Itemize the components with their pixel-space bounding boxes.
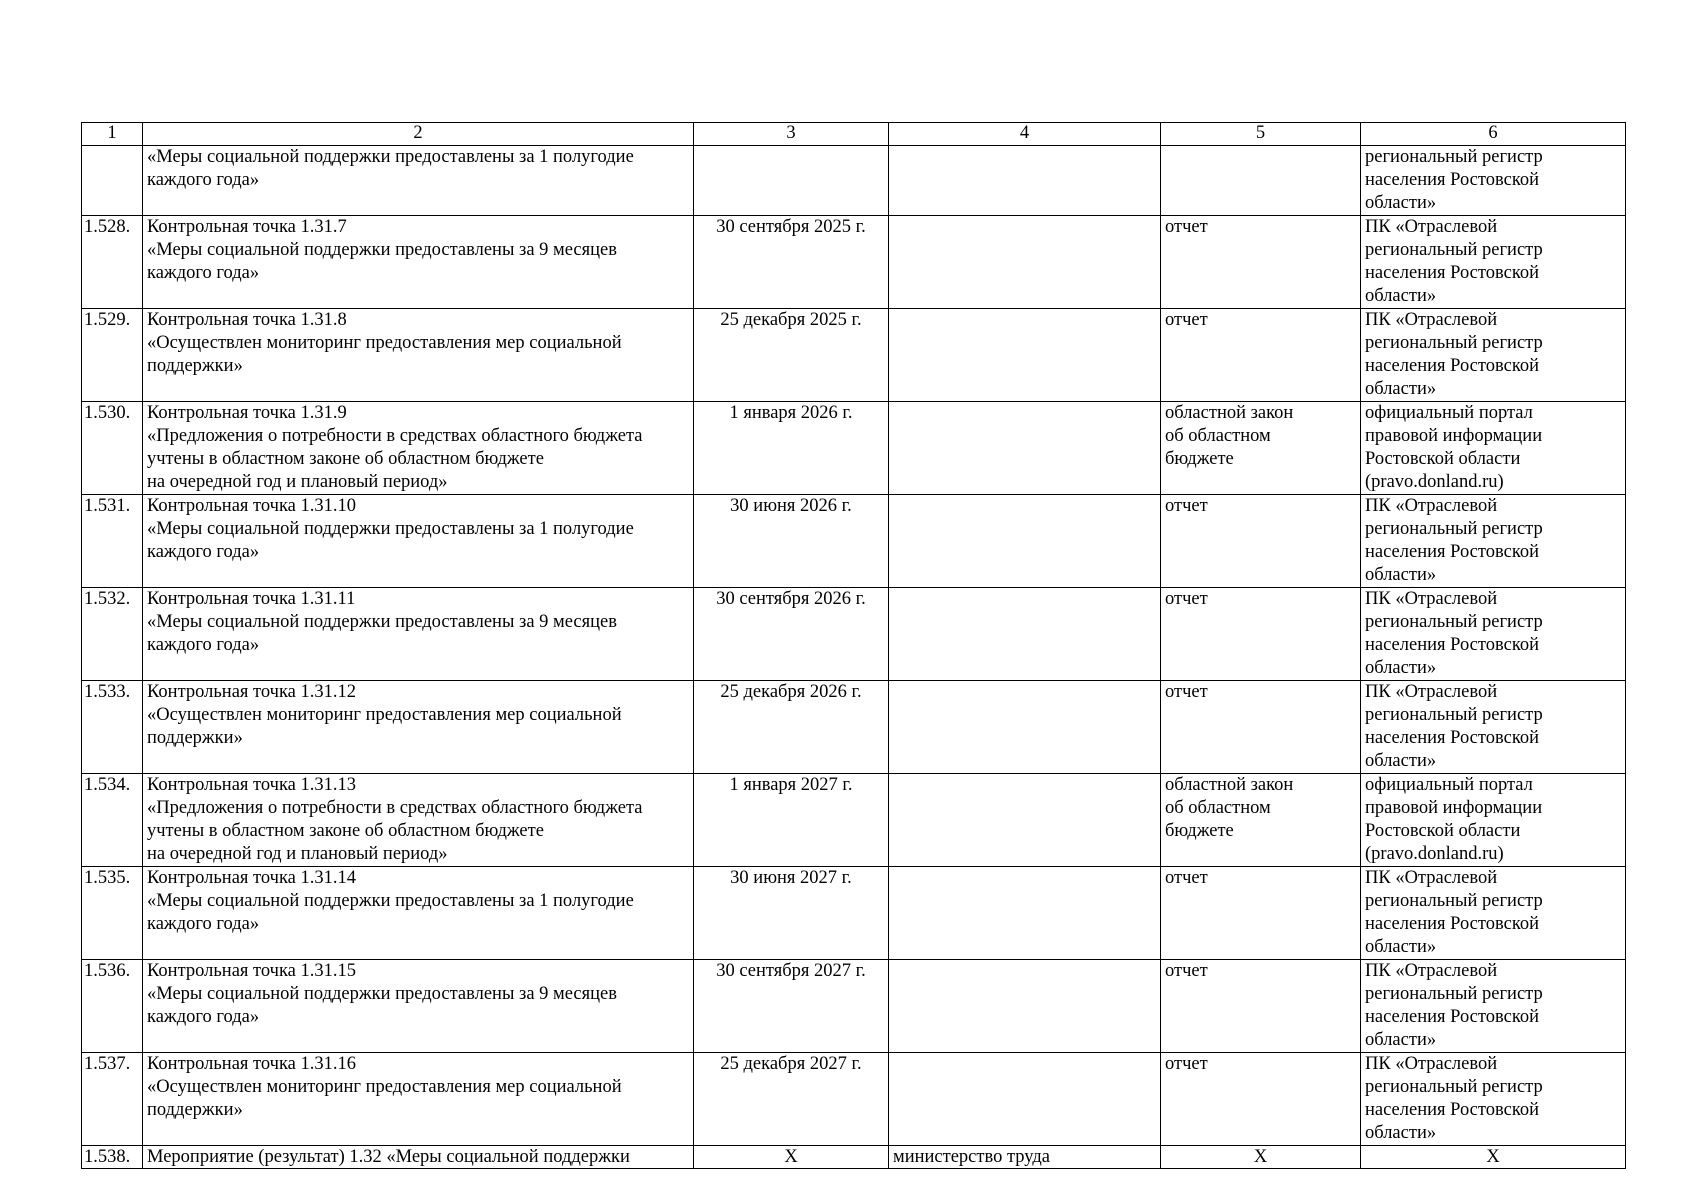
row-source-line: области» bbox=[1365, 193, 1437, 213]
table-row bbox=[82, 867, 1626, 960]
row-description-line: поддержки» bbox=[147, 1100, 243, 1120]
table-row bbox=[82, 309, 1626, 402]
row-description bbox=[143, 774, 694, 867]
row-number: 1.528. bbox=[82, 216, 143, 309]
column-header: 4 bbox=[889, 123, 1161, 146]
row-source bbox=[1361, 309, 1626, 402]
row-date: X bbox=[694, 1146, 889, 1169]
document-table bbox=[81, 122, 1626, 1169]
row-document-line: отчет bbox=[1165, 217, 1208, 237]
row-source-line: области» bbox=[1365, 1123, 1437, 1143]
column-header: 5 bbox=[1161, 123, 1361, 146]
column-header: 1 bbox=[82, 123, 143, 146]
row-document-line: отчет bbox=[1165, 589, 1208, 609]
row-number: 1.537. bbox=[82, 1053, 143, 1146]
row-document-line: бюджете bbox=[1165, 821, 1234, 841]
row-source-line: ПК «Отраслевой bbox=[1365, 589, 1498, 609]
row-description-line: каждого года» bbox=[147, 263, 260, 283]
row-document-line: областной закон bbox=[1165, 775, 1294, 795]
row-date: 30 июня 2026 г. bbox=[694, 495, 889, 588]
row-source-line: населения Ростовской bbox=[1365, 170, 1540, 190]
row-description-line: каждого года» bbox=[147, 542, 260, 562]
column-header: 6 bbox=[1361, 123, 1626, 146]
row-source-line: ПК «Отраслевой bbox=[1365, 310, 1498, 330]
row-description-line: учтены в областном законе об областном бюджете bbox=[147, 449, 544, 469]
table-row bbox=[82, 146, 1626, 216]
row-source-line: региональный регистр bbox=[1365, 705, 1543, 725]
table-header-row bbox=[82, 123, 1626, 146]
row-document-line: об областном bbox=[1165, 798, 1271, 818]
row-source-line: населения Ростовской bbox=[1365, 263, 1540, 283]
row-source-line: региональный регистр bbox=[1365, 147, 1543, 167]
row-source bbox=[1361, 146, 1626, 216]
row-document bbox=[1161, 681, 1361, 774]
row-description-line: «Осуществлен мониторинг предоставления мер социальной bbox=[147, 1077, 622, 1097]
row-document-line: X bbox=[1253, 1147, 1268, 1167]
row-description-line: каждого года» bbox=[147, 635, 260, 655]
row-document bbox=[1161, 146, 1361, 216]
row-number: 1.529. bbox=[82, 309, 143, 402]
row-description-line: поддержки» bbox=[147, 728, 243, 748]
row-description bbox=[143, 309, 694, 402]
row-document bbox=[1161, 216, 1361, 309]
row-source-line: ПК «Отраслевой bbox=[1365, 217, 1498, 237]
row-number: 1.534. bbox=[82, 774, 143, 867]
row-date: 30 сентября 2027 г. bbox=[694, 960, 889, 1053]
row-source bbox=[1361, 681, 1626, 774]
row-description-line: Контрольная точка 1.31.15 bbox=[147, 961, 357, 981]
table-row bbox=[82, 216, 1626, 309]
row-number: 1.535. bbox=[82, 867, 143, 960]
table-row bbox=[82, 1146, 1626, 1169]
row-document bbox=[1161, 1053, 1361, 1146]
row-description-line: Контрольная точка 1.31.12 bbox=[147, 682, 357, 702]
row-date: 1 января 2027 г. bbox=[694, 774, 889, 867]
row-document bbox=[1161, 402, 1361, 495]
row-date: 25 декабря 2027 г. bbox=[694, 1053, 889, 1146]
row-description-line: «Предложения о потребности в средствах областного бюджета bbox=[147, 426, 643, 446]
row-source-line: населения Ростовской bbox=[1365, 542, 1540, 562]
row-description bbox=[143, 402, 694, 495]
row-date: 1 января 2026 г. bbox=[694, 402, 889, 495]
row-responsible: министерство труда bbox=[889, 1146, 1161, 1169]
row-description-line: «Меры социальной поддержки предоставлены за 9 месяцев bbox=[147, 612, 617, 632]
row-document bbox=[1161, 309, 1361, 402]
row-source-line: области» bbox=[1365, 658, 1437, 678]
row-document-line: отчет bbox=[1165, 961, 1208, 981]
row-source-line: области» bbox=[1365, 1030, 1437, 1050]
row-description-line: Мероприятие (результат) 1.32 «Меры социальной поддержки bbox=[147, 1147, 630, 1167]
row-source-line: ПК «Отраслевой bbox=[1365, 961, 1498, 981]
row-source-line: области» bbox=[1365, 565, 1437, 585]
row-source-line: региональный регистр bbox=[1365, 519, 1543, 539]
row-responsible bbox=[889, 774, 1161, 867]
row-description-line: Контрольная точка 1.31.10 bbox=[147, 496, 357, 516]
row-date: 30 сентября 2026 г. bbox=[694, 588, 889, 681]
row-source-line: области» bbox=[1365, 937, 1437, 957]
table-row bbox=[82, 402, 1626, 495]
row-document bbox=[1161, 867, 1361, 960]
row-source-line: региональный регистр bbox=[1365, 612, 1543, 632]
row-source bbox=[1361, 774, 1626, 867]
row-description-line: «Осуществлен мониторинг предоставления мер социальной bbox=[147, 705, 622, 725]
row-source-line: населения Ростовской bbox=[1365, 1100, 1540, 1120]
table-row bbox=[82, 588, 1626, 681]
row-date bbox=[694, 146, 889, 216]
row-number: 1.532. bbox=[82, 588, 143, 681]
row-description bbox=[143, 495, 694, 588]
row-responsible bbox=[889, 588, 1161, 681]
row-responsible bbox=[889, 1053, 1161, 1146]
row-source-line: населения Ростовской bbox=[1365, 356, 1540, 376]
row-document bbox=[1161, 1146, 1361, 1169]
row-number: 1.531. bbox=[82, 495, 143, 588]
row-responsible bbox=[889, 216, 1161, 309]
row-source-line: региональный регистр bbox=[1365, 333, 1543, 353]
row-description-line: «Меры социальной поддержки предоставлены за 9 месяцев bbox=[147, 984, 617, 1004]
row-source-line: населения Ростовской bbox=[1365, 635, 1540, 655]
row-description bbox=[143, 216, 694, 309]
row-description-line: поддержки» bbox=[147, 356, 243, 376]
row-source bbox=[1361, 495, 1626, 588]
row-source-line: правовой информации bbox=[1365, 426, 1543, 446]
row-responsible bbox=[889, 495, 1161, 588]
row-source bbox=[1361, 867, 1626, 960]
row-description-line: каждого года» bbox=[147, 1007, 260, 1027]
row-source-line: населения Ростовской bbox=[1365, 1007, 1540, 1027]
row-number bbox=[82, 146, 143, 216]
column-header: 2 bbox=[143, 123, 694, 146]
table-body bbox=[82, 146, 1626, 1169]
row-source bbox=[1361, 216, 1626, 309]
row-description bbox=[143, 960, 694, 1053]
row-responsible bbox=[889, 867, 1161, 960]
row-number: 1.533. bbox=[82, 681, 143, 774]
row-document bbox=[1161, 588, 1361, 681]
row-document-line: отчет bbox=[1165, 868, 1208, 888]
table-row bbox=[82, 681, 1626, 774]
row-responsible bbox=[889, 309, 1161, 402]
row-number: 1.538. bbox=[82, 1146, 143, 1169]
row-description-line: Контрольная точка 1.31.9 bbox=[147, 403, 347, 423]
row-source bbox=[1361, 960, 1626, 1053]
row-source-line: X bbox=[1486, 1147, 1500, 1167]
row-source-line: населения Ростовской bbox=[1365, 728, 1540, 748]
row-description-line: Контрольная точка 1.31.8 bbox=[147, 310, 347, 330]
row-source-line: области» bbox=[1365, 286, 1437, 306]
row-source bbox=[1361, 402, 1626, 495]
row-source bbox=[1361, 1146, 1626, 1169]
row-description-line: учтены в областном законе об областном бюджете bbox=[147, 821, 544, 841]
row-description-line: «Предложения о потребности в средствах областного бюджета bbox=[147, 798, 643, 818]
row-description-line: Контрольная точка 1.31.11 bbox=[147, 589, 356, 609]
row-source-line: региональный регистр bbox=[1365, 891, 1543, 911]
row-description-line: каждого года» bbox=[147, 170, 260, 190]
row-description-line: Контрольная точка 1.31.16 bbox=[147, 1054, 357, 1074]
row-document bbox=[1161, 774, 1361, 867]
row-description-line: «Меры социальной поддержки предоставлены за 1 полугодие bbox=[147, 147, 634, 167]
row-description-line: «Меры социальной поддержки предоставлены за 9 месяцев bbox=[147, 240, 617, 260]
row-date: 30 сентября 2025 г. bbox=[694, 216, 889, 309]
row-source-line: населения Ростовской bbox=[1365, 914, 1540, 934]
row-number: 1.530. bbox=[82, 402, 143, 495]
row-source-line: Ростовской области bbox=[1365, 821, 1521, 841]
row-source-line: региональный регистр bbox=[1365, 240, 1543, 260]
row-source-line: (pravo.donland.ru) bbox=[1365, 844, 1504, 864]
row-description-line: «Меры социальной поддержки предоставлены за 1 полугодие bbox=[147, 519, 634, 539]
row-document-line: бюджете bbox=[1165, 449, 1234, 469]
row-description bbox=[143, 146, 694, 216]
table-row bbox=[82, 774, 1626, 867]
row-date: 25 декабря 2026 г. bbox=[694, 681, 889, 774]
column-header: 3 bbox=[694, 123, 889, 146]
row-date: 25 декабря 2025 г. bbox=[694, 309, 889, 402]
row-description-line: Контрольная точка 1.31.13 bbox=[147, 775, 357, 795]
row-date: 30 июня 2027 г. bbox=[694, 867, 889, 960]
row-source-line: правовой информации bbox=[1365, 798, 1543, 818]
row-responsible bbox=[889, 960, 1161, 1053]
row-source-line: региональный регистр bbox=[1365, 984, 1543, 1004]
row-responsible bbox=[889, 146, 1161, 216]
row-description bbox=[143, 681, 694, 774]
row-description bbox=[143, 1053, 694, 1146]
row-description-line: «Меры социальной поддержки предоставлены за 1 полугодие bbox=[147, 891, 634, 911]
table-row bbox=[82, 495, 1626, 588]
row-source-line: области» bbox=[1365, 379, 1437, 399]
row-source-line: ПК «Отраслевой bbox=[1365, 1054, 1498, 1074]
row-description-line: каждого года» bbox=[147, 914, 260, 934]
row-document bbox=[1161, 960, 1361, 1053]
row-source bbox=[1361, 1053, 1626, 1146]
row-source-line: области» bbox=[1365, 751, 1437, 771]
row-source bbox=[1361, 588, 1626, 681]
table-row bbox=[82, 1053, 1626, 1146]
row-description bbox=[143, 867, 694, 960]
row-source-line: официальный портал bbox=[1365, 775, 1533, 795]
row-source-line: ПК «Отраслевой bbox=[1365, 496, 1498, 516]
row-document-line: отчет bbox=[1165, 310, 1208, 330]
row-description-line: на очередной год и плановый период» bbox=[147, 472, 448, 492]
row-document-line: отчет bbox=[1165, 1054, 1208, 1074]
row-responsible bbox=[889, 681, 1161, 774]
row-source-line: Ростовской области bbox=[1365, 449, 1521, 469]
row-description bbox=[143, 588, 694, 681]
row-document-line: отчет bbox=[1165, 496, 1208, 516]
row-description-line: «Осуществлен мониторинг предоставления мер социальной bbox=[147, 333, 622, 353]
row-document-line: об областном bbox=[1165, 426, 1271, 446]
row-responsible bbox=[889, 402, 1161, 495]
row-source-line: ПК «Отраслевой bbox=[1365, 682, 1498, 702]
row-document-line: отчет bbox=[1165, 682, 1208, 702]
row-source-line: ПК «Отраслевой bbox=[1365, 868, 1498, 888]
row-description-line: Контрольная точка 1.31.14 bbox=[147, 868, 357, 888]
row-document bbox=[1161, 495, 1361, 588]
row-number: 1.536. bbox=[82, 960, 143, 1053]
row-description bbox=[143, 1146, 694, 1169]
row-source-line: (pravo.donland.ru) bbox=[1365, 472, 1504, 492]
table-row bbox=[82, 960, 1626, 1053]
row-document-line: областной закон bbox=[1165, 403, 1294, 423]
row-description-line: на очередной год и плановый период» bbox=[147, 844, 448, 864]
row-source-line: официальный портал bbox=[1365, 403, 1533, 423]
row-source-line: региональный регистр bbox=[1365, 1077, 1543, 1097]
row-description-line: Контрольная точка 1.31.7 bbox=[147, 217, 347, 237]
